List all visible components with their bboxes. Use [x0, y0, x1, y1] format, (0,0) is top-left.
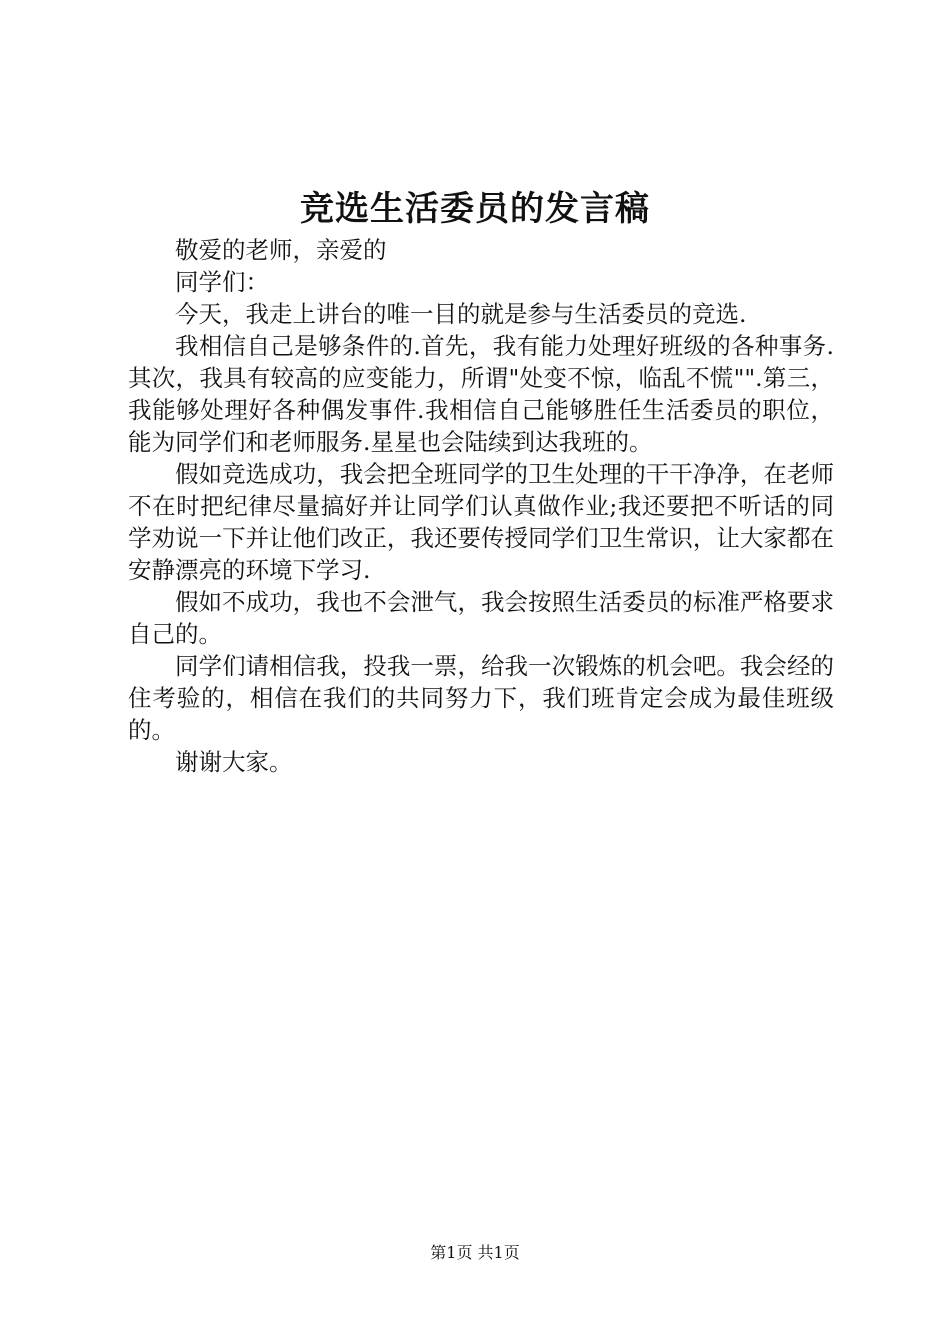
paragraph-appeal: 同学们请相信我，投我一票，给我一次锻炼的机会吧。我会经的住考验的，相信在我们的共同努力下，我们班肯定会成为最佳班级的。 — [128, 652, 834, 744]
document-body — [128, 234, 834, 778]
paragraph-if-successful: 假如竞选成功，我会把全班同学的卫生处理的干干净净，在老师不在时把纪律尽量搞好并让同学们认真做作业;我还要把不听话的同学劝说一下并让他们改正，我还要传授同学们卫生常识，让大家都在安静漂亮的环境下学习. — [128, 460, 834, 584]
paragraph-if-unsuccessful: 假如不成功，我也不会泄气，我会按照生活委员的标准严格要求自己的。 — [128, 588, 834, 648]
document-title: 竞选生活委员的发言稿 — [300, 189, 650, 229]
paragraph-salutation-1: 敬爱的老师，亲爱的 — [175, 236, 387, 264]
paragraph-closing: 谢谢大家。 — [175, 748, 293, 776]
paragraph-qualifications: 我相信自己是够条件的.首先，我有能力处理好班级的各种事务.其次，我具有较高的应变能力，所谓"处变不惊，临乱不慌"".第三，我能够处理好各种偶发事件.我相信自己能够胜任生活委员的职位，能为同学们和老师服务.星星也会陆续到达我班的。 — [128, 332, 834, 456]
page-footer: 第1页 共1页 — [430, 1243, 520, 1262]
paragraph-intro: 今天，我走上讲台的唯一目的就是参与生活委员的竞选. — [175, 300, 747, 328]
paragraph-salutation-2: 同学们： — [175, 268, 269, 296]
